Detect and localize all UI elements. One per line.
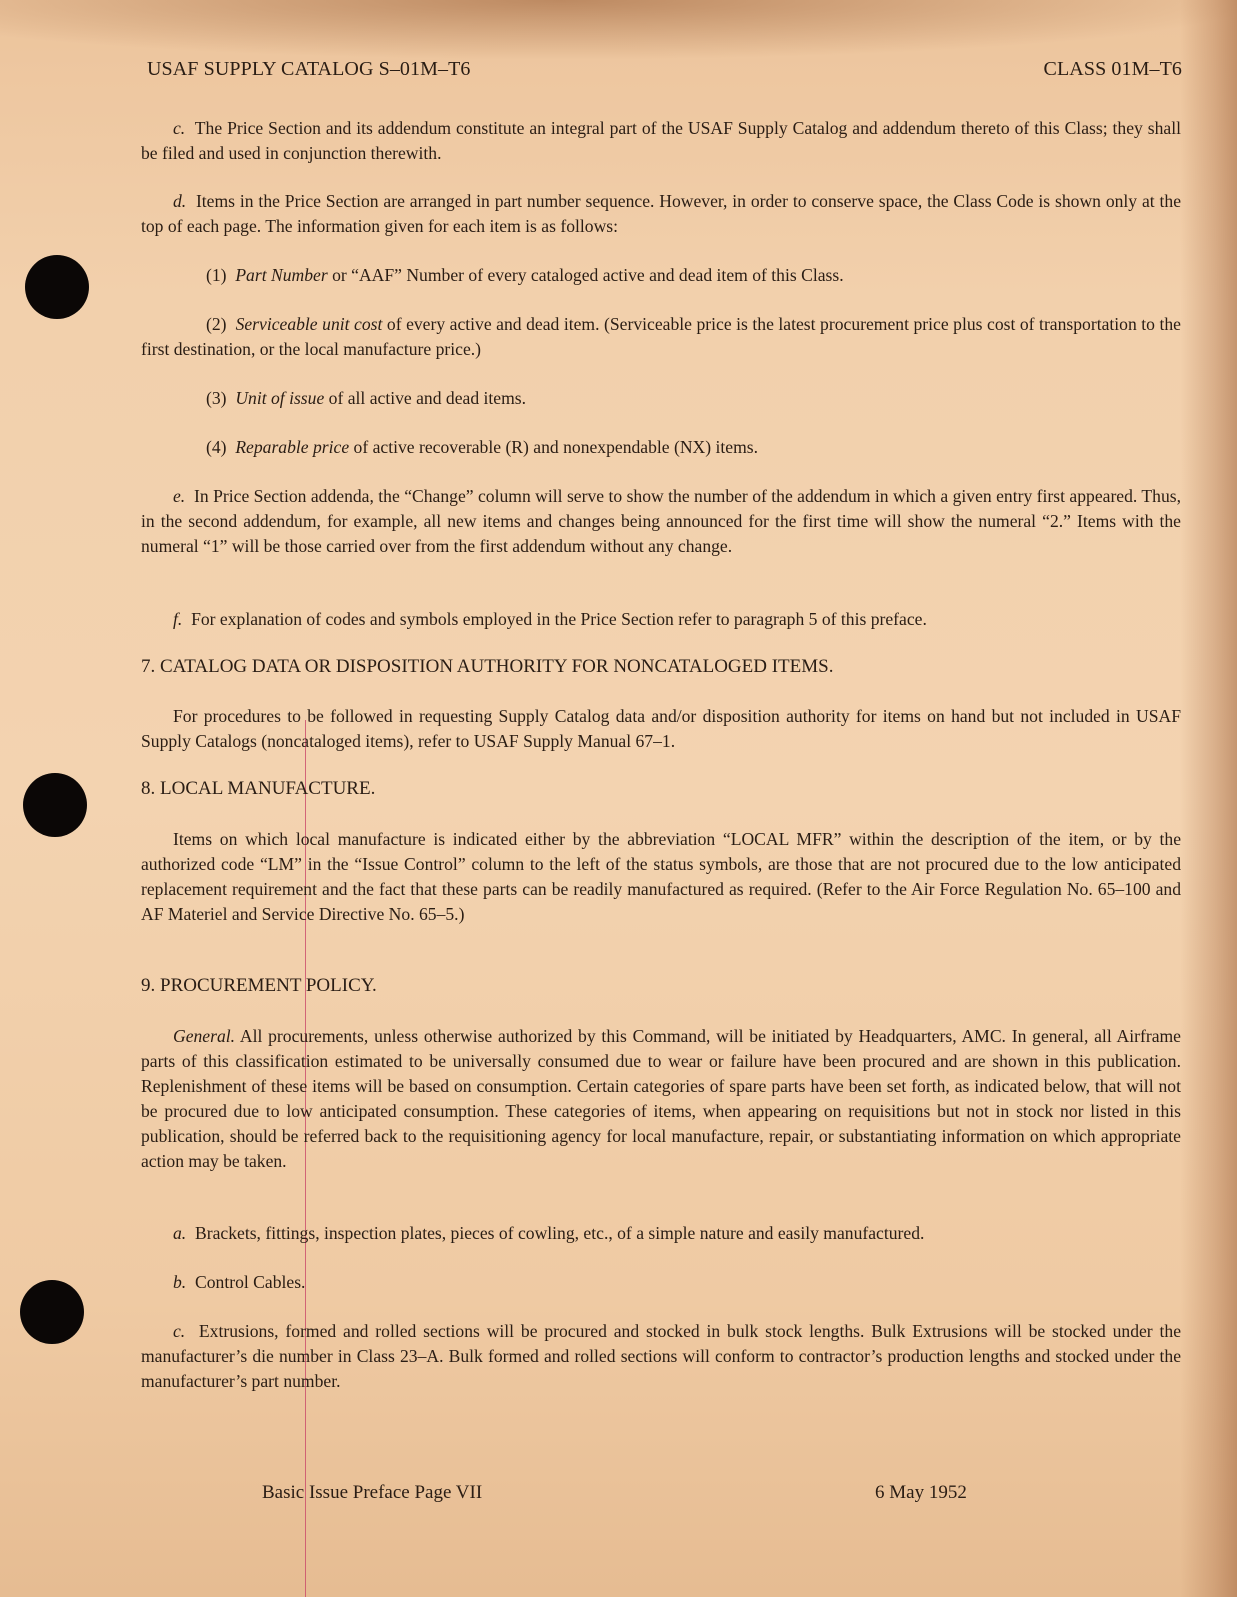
footer-page-label: Basic Issue Preface Page VII bbox=[262, 1482, 483, 1503]
section-9-item-a: a. Brackets, fittings, inspection plates, pieces of cowling, etc., of a simple nature and easily manufactured. bbox=[173, 1223, 925, 1243]
paragraph-e: e. In Price Section addenda, the “Change” column will serve to show the number of the addendum in which a given entry first appeared. Thus, in the second addendum, for example, all new items and changes being announced for the first time will show the numeral “2.” Items with the numeral “1” will be those carried over from the first addendum without any change. bbox=[141, 486, 1181, 556]
section-8-heading: 8. LOCAL MANUFACTURE. bbox=[141, 778, 376, 799]
section-7-heading: 7. CATALOG DATA OR DISPOSITION AUTHORITY FOR NONCATALOGED ITEMS. bbox=[141, 656, 834, 677]
catalog-title: USAF SUPPLY CATALOG S–01M–T6 bbox=[147, 58, 471, 80]
footer-date: 6 May 1952 bbox=[875, 1482, 967, 1503]
section-9-text: General. All procurements, unless otherwise authorized by this Command, will be initiated by Headquarters, AMC. In general, all Airframe parts of this classification estimated to be universally consumed due to wear or failure have been procured and are shown in this publication. Replenishment of these items will be based on consumption. Certain categories of spare parts have been set forth, as indicated below, that will not be procured due to low anticipated consumption. These categories of items, when appearing on requisitions but not in stock nor listed in this publication, should be referred back to the requisitioning agency for local manufacture, repair, or substantiating information on which appropriate action may be taken. bbox=[141, 1026, 1181, 1171]
punch-hole bbox=[20, 1280, 84, 1344]
section-9-heading: 9. PROCUREMENT POLICY. bbox=[141, 975, 377, 996]
paragraph-d2: (2) Serviceable unit cost of every active and dead item. (Serviceable price is the latest procurement price plus cost of transportation to the first destination, or the local manufacture price.) bbox=[141, 314, 1181, 359]
punch-hole bbox=[23, 773, 87, 837]
section-8-text: Items on which local manufacture is indicated either by the abbreviation “LOCAL MFR” within the description of the item, or by the authorized code “LM” in the “Issue Control” column to the left of the status symbols, are those that are not procured due to the low anticipated replacement requirement and the fact that these parts can be readily manufactured as required. (Refer to the Air Force Regulation No. 65–100 and AF Materiel and Service Directive No. 65–5.) bbox=[141, 829, 1181, 924]
section-7-text: For procedures to be followed in requesting Supply Catalog data and/or disposition authority for items on hand but not included in USAF Supply Catalogs (noncataloged items), refer to USAF Supply Manual 67–1. bbox=[141, 706, 1181, 751]
paragraph-d1: (1) Part Number or “AAF” Number of every cataloged active and dead item of this Class. bbox=[206, 265, 844, 285]
class-code: CLASS 01M–T6 bbox=[1043, 58, 1182, 80]
paragraph-c: c. The Price Section and its addendum constitute an integral part of the USAF Supply Catalog and addendum thereto of this Class; they shall be filed and used in conjunction therewith. bbox=[141, 118, 1181, 163]
section-9-item-b: b. Control Cables. bbox=[173, 1272, 306, 1292]
paragraph-d4: (4) Reparable price of active recoverable (R) and nonexpendable (NX) items. bbox=[206, 437, 759, 457]
punch-hole bbox=[25, 255, 89, 319]
paragraph-d3: (3) Unit of issue of all active and dead items. bbox=[206, 388, 527, 408]
paragraph-d: d. Items in the Price Section are arranged in part number sequence. However, in order to conserve space, the Class Code is shown only at the top of each page. The information given for each item is as follows: bbox=[141, 191, 1182, 236]
section-9-item-c: c. Extrusions, formed and rolled sections will be procured and stocked in bulk stock lengths. Bulk Extrusions will be stocked under the manufacturer’s die number in Class 23–A. Bulk formed and rolled sections will conform to contractor’s production lengths and stocked under the manufacturer’s part number. bbox=[141, 1321, 1182, 1391]
paragraph-f: f. For explanation of codes and symbols employed in the Price Section refer to paragraph 5 of this preface. bbox=[173, 609, 927, 629]
